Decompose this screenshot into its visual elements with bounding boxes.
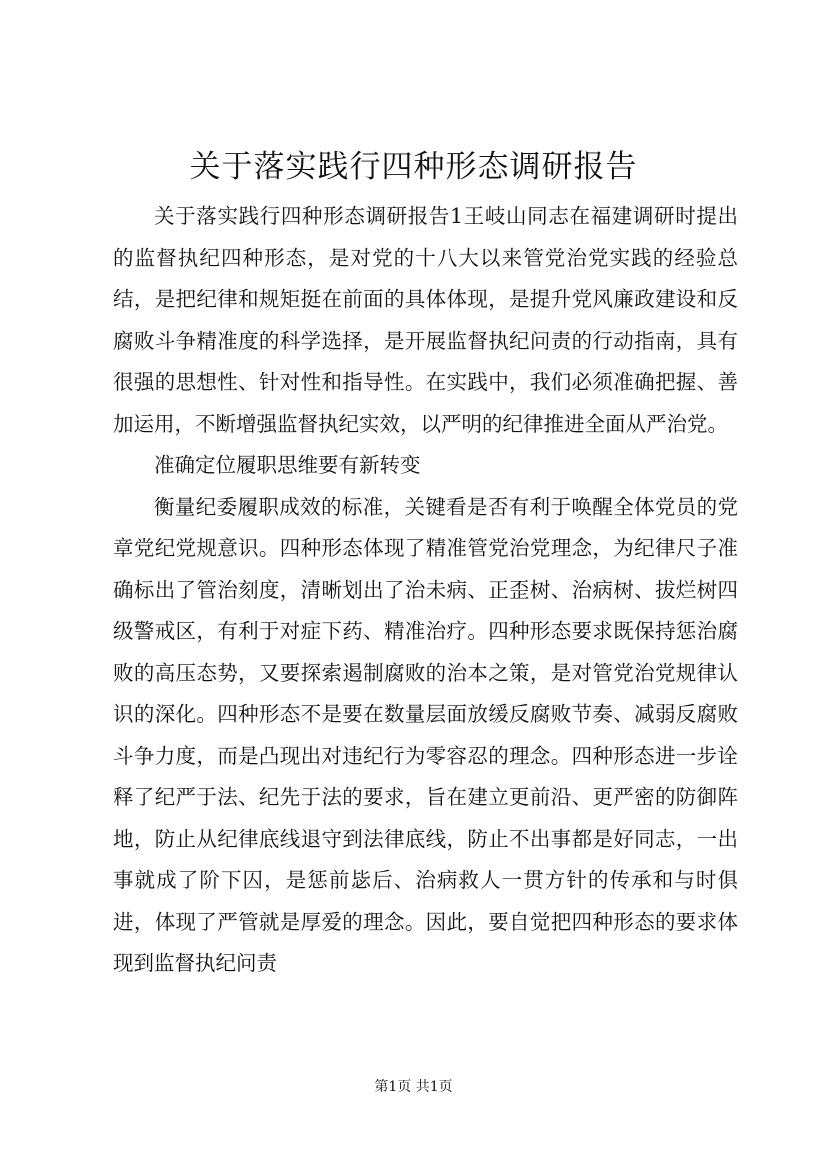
- document-body: [113, 196, 738, 985]
- section-heading: 准确定位履职思维要有新转变: [154, 453, 421, 477]
- paragraph-intro: 关于落实践行四种形态调研报告1王岐山同志在福建调研时提出的监督执纪四种形态，是对党的十八大以来管党治党实践的经验总结，是把纪律和规矩挺在前面的具体体现，是提升党风廉政建设和反腐败斗争精准度的科学选择，是开展监督执纪问责的行动指南，具有很强的思想性、针对性和指导性。在实践中，我们必须准确把握、善加运用，不断增强监督执纪实效，以严明的纪律推进全面从严治党。: [113, 204, 738, 436]
- document-title: 关于落实践行四种形态调研报告: [189, 149, 638, 185]
- paragraph-section-1: 衡量纪委履职成效的标准，关键看是否有利于唤醒全体党员的党章党纪党规意识。四种形态体现了精准管党治党理念，为纪律尺子准确标出了管治刻度，清晰划出了治未病、正歪树、治病树、拔烂树四级警戒区，有利于对症下药、精准治疗。四种形态要求既保持惩治腐败的高压态势，又要探索遏制腐败的治本之策，是对管党治党规律认识的深化。四种形态不是要在数量层面放缓反腐败节奏、减弱反腐败斗争力度，而是凸现出对违纪行为零容忍的理念。四种形态进一步诠释了纪严于法、纪先于法的要求，旨在建立更前沿、更严密的防御阵地，防止从纪律底线退守到法律底线，防止不出事都是好同志，一出事就成了阶下囚，是惩前毖后、治病救人一贯方针的传承和与时俱进，体现了严管就是厚爱的理念。因此，要自觉把四种形态的要求体现到监督执纪问责: [113, 494, 738, 975]
- page-number-footer: 第1页 共1页: [374, 1079, 453, 1095]
